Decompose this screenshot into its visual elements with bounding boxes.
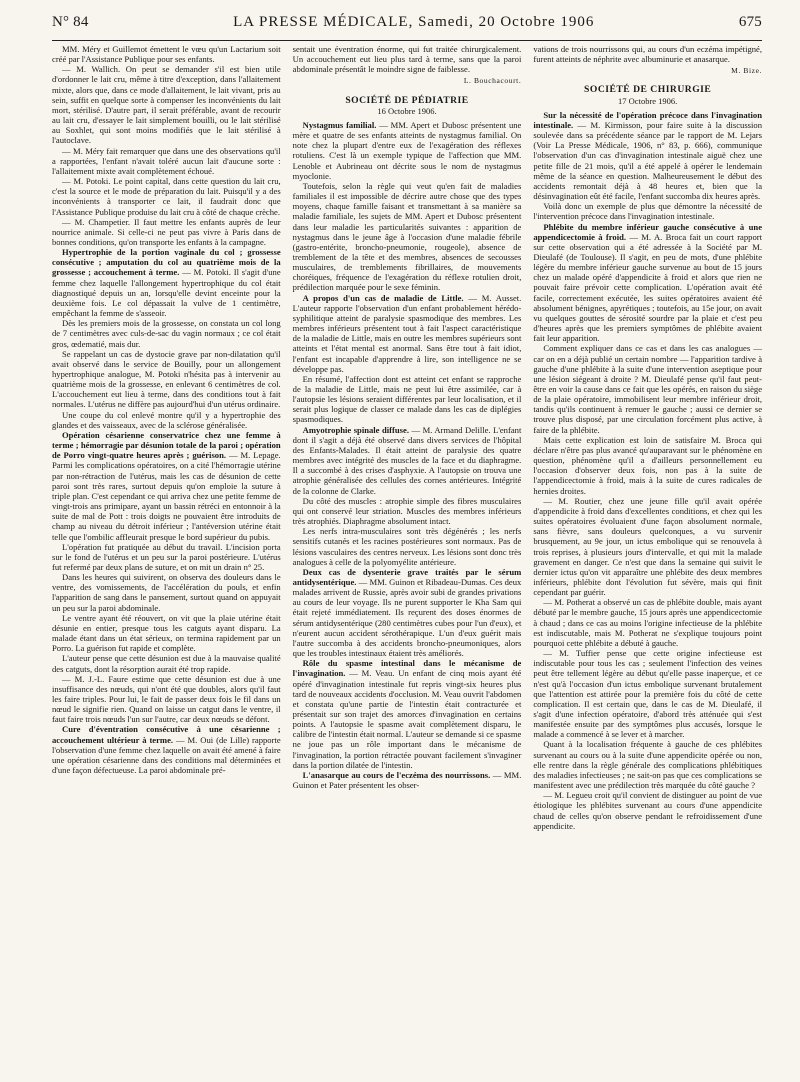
paragraph-text: sentait une éventration énorme, qui fut traitée chirurgicalement. Un accouchement eut lieu plus tard à terme, sans que la paroi abdominale présentât le moindre signe de faiblesse. <box>292 44 522 75</box>
paragraph-text: — M. A. Broca fait un court rapport sur cette observation qui a été adressée à la Société par M. Dieulafé (de Toulouse). Il s'agit, en peu de mots, d'une phlébite légère du membre inférieur gauche survenue au bout de 15 jours chez un malade opéré d'appendicite à froid et alors que rien ne pouvait faire prévoir cette complication. L'opération avait été facile, correctement exécutée, les suites opératoires avaient été absolument bénignes, apyrétiques ; toutefois, au 15e jour, on avait vu quelques gouttes de sérosité sourdre par la plaie et c'est peu d'heures après que les premiers symptômes de phlébite avaient fait leur apparition. <box>533 231 763 344</box>
paragraph <box>52 64 281 145</box>
paragraph-text: — M. Ausset. L'auteur rapporte l'observation d'un enfant probablement hérédo-syphilitique atteint de paralysie spasmodique des membres. Les membres inférieurs présentent tout à fait l'aspect caractéristique de la maladie de Little, mais en outre les membres supérieurs sont atteints et l'état mental est anormal. Sans être tout à fait idiot, l'enfant est incapable d'apprendre à lire, son intelligence ne se développe pas. <box>292 292 522 374</box>
paragraph-text: — M. Routier, chez une jeune fille qu'il avait opérée d'appendicite à froid dans d'excellentes conditions, et chez qui les suites opératoires évoluaient d'une façon absolument normale, sans fièvre, sans douleurs quelconques, a vu survenir brusquement, au 9e jour, un ictus embolique qui se renouvela à trois reprises, à plusieurs jours d'intervalle, et qui mit la malade gravement en danger. Ce n'est que dans la semaine qui suivit le dernier ictus qu'on vit apparaître une phlébite des deux membres inférieurs, phlébite dont l'évolution fut sévère, mais qui finit cependant par guérir. <box>533 495 763 598</box>
paragraph <box>293 425 522 496</box>
running-header <box>52 14 762 36</box>
paragraph <box>293 567 522 658</box>
paragraph-text: Dès les premiers mois de la grossesse, on constata un col long de 7 centimètres avec culs-de-sac du vagin normaux ; ce col était gros, œdematié, mais dur. <box>52 318 281 349</box>
paragraph <box>52 176 281 217</box>
paragraph-text: — M. J.-L. Faure estime que cette désunion est due à une insuffisance des nœuds, qui n'ont été que doubles, alors qu'il faut les faire triples. Pour lui, le fait de passer deux fois le fil dans un nœud le signifie rien. Quand on laisse un catgut dans le ventre, il faut faire trois nœuds l'un sur l'autre, car deux nœuds se défont. <box>52 673 281 725</box>
text-columns <box>52 44 762 831</box>
paragraph <box>52 318 281 348</box>
paragraph-text: — M. Champetier. Il faut mettre les enfants auprès de leur nourrice animale. Si celle-ci ne peut pas vivre à Paris dans de bonnes conditions, qu'on transporte les enfants à la campagne. <box>52 216 281 247</box>
column-2 <box>293 44 522 831</box>
author-signature: M. Bize. <box>731 66 763 76</box>
paragraph-text: L'auteur pense que cette désunion est due à la mauvaise qualité des catguts, dont la résorption aurait été trop rapide. <box>52 653 281 674</box>
paragraph <box>533 110 762 201</box>
paragraph-heading: A propos d'un cas de maladie de Little. <box>302 292 464 303</box>
paragraph <box>52 217 281 247</box>
paragraph <box>52 146 281 176</box>
paragraph-text: — MM. Guinon et Pater présentent les obser- <box>292 769 522 791</box>
paragraph-heading: Amyotrophie spinale diffuse. <box>302 424 409 435</box>
paragraph <box>52 653 281 673</box>
paragraph-heading: Phlébite du membre inférieur gauche consécutive à une appendicectomie à froid. <box>533 221 763 242</box>
paragraph-heading: Hypertrophie de la portion vaginale du col ; grossesse consécutive ; amputation du col au quatrième mois de la grossesse ; accouchement à terme. <box>52 247 281 278</box>
paragraph <box>293 181 522 293</box>
paragraph <box>533 496 762 598</box>
paragraph <box>52 674 281 725</box>
paragraph-text: — M. Potherat a observé un cas de phlébite double, mais ayant débuté par le membre gauche, 15 jours après une appendicectomie à chaud ; dans ce cas au moins l'origine infectieuse de la phlébite est indiscutable, mais M. Potherat ne s'explique toujours point pourquoi cette phlébite a débuté à gauche. <box>533 597 763 648</box>
paragraph-text: Les nerfs intra-musculaires sont très dégénérés ; les nerfs sensitifs cutanés et les racines postérieures sont normaux. Pas de lésions vasculaires des centres nerveux. Les lésions sont donc très analogues à celle de la polyomyélite antérieure. <box>292 526 522 567</box>
paragraph-text: — M. Legueu croit qu'il convient de distinguer au point de vue étiologique les phlébites survenant au cours d'une appendicite chaud de celles qu'on observe pendant le refroidissement d'une appendicite. <box>533 790 763 831</box>
paragraph-text: — M. Potoki. Le point capital, dans cette question du lait cru, c'est la source et le mode de préparation du lait. Puisqu'il y a des inconvénients à transporter ce lait, il faudrait donc que l'Assistance Publique produise du lait cru à côté de chaque crèche. <box>52 176 281 217</box>
paragraph <box>533 790 762 831</box>
paragraph-text: Le ventre ayant été réouvert, on vit que la plaie utérine était désunie en entier, presque tous les catguts ayant disparu. La malade étant dans un état sérieux, on termina rapidement par un Porro. La guérison fut rapide et complète. <box>52 612 281 654</box>
paragraph <box>52 430 281 542</box>
paragraph <box>533 648 762 739</box>
paragraph-text: — M. Wallich. On peut se demander s'il est bien utile d'ordonner le lait cru, même à titre d'exception, dans l'allaitement mixte, alors que, dans ce mode d'allaitement, le lait vivant, pris au sein, suffit en quelque sorte à compenser les inconvénients du lait mort, stérilisé. D'autre part, il serait préférable, avant de recourir au lait cru, d'essayer le lait simplement bouilli, ou le lait stérilisé au Soxhlet, qui sont moins modifiés que le lait stérilisé à l'autoclave. <box>52 64 281 146</box>
paragraph-text: Une coupe du col enlevé montre qu'il y a hypertrophie des glandes et des vaisseaux, avec de la sclérose généralisée. <box>52 409 281 430</box>
paragraph-text: — M. Tuffier pense que cette origine infectieuse est indiscutable pour tous les cas ; seulement l'infection des veines peut être tellement légère au début qu'elle passe inaperçue, et ce n'est qu'à l'occasion d'un ictus embolique survenant brutalement que l'attention est attirée pour la première fois du côté de cette complication. Il est certain que, dans le cas de M. Dieulafé, il s'agit d'une infection opératoire, d'abord très atténuée qui s'est manifestée ensuite par des symptômes plus accusés, lorsque le malade a commencé à se lever et à marcher. <box>533 648 763 740</box>
journal-title: LA PRESSE MÉDICALE, Samedi, 20 Octobre 1906 <box>233 14 595 30</box>
paragraph-text: Dans les heures qui suivirent, on observa des douleurs dans le ventre, des vomissements, de l'accélération du pouls, et enfin l'apparition de sang dans le pansement, surtout quand on appuyait un peu sur la paroi abdominale. <box>52 572 281 613</box>
paragraph <box>293 44 522 74</box>
paragraph <box>52 349 281 410</box>
paragraph-text: — M. Veau. Un enfant de cinq mois ayant été opéré d'invagination intestinale fut repris vingt-six heures plus tard de nouveaux accidents d'occlusion. M. Veau ouvrit l'abdomen et constata qu'une partie de l'intestin était contracturée et présentait sur son trajet des amorces d'invagination en certains points. A l'autopsie le spasme avait complètement disparu, le calibre de l'intestin était normal. L'auteur se demande si ce spasme ne joue pas un rôle important dans le mécanisme de l'invagination, la portion rétractée pouvant facilement s'invaginer dans la portion dilatée de l'intestin. <box>292 668 522 770</box>
paragraph-heading: Cure d'éventration consécutive à une césarienne ; accouchement ultérieur à terme. <box>52 724 281 745</box>
paragraph <box>293 526 522 567</box>
header-rule <box>52 40 762 41</box>
paragraph-text: — M. Potoki. Il s'agit d'une femme chez laquelle l'allongement hypertrophique du col était diagnostiqué depuis un an, lorsqu'elle devint enceinte pour la deuxième fois. Le col dépassait la vulve de 1 centimètre, empêchant la femme de s'asseoir. <box>52 267 281 319</box>
paragraph <box>533 201 762 221</box>
paragraph <box>533 222 762 344</box>
paragraph <box>533 435 762 496</box>
paragraph <box>52 44 281 64</box>
paragraph-text: — M. Lepage. Parmi les complications opératoires, on a cité l'hémorragie utérine par non-rétraction de l'utérus, mais les cas de désunion de cette paroi sont très rares, surtout depuis qu'on emploie la suture à triple plan. C'est cependant ce qui arriva chez une petite femme de vingt-trois ans primipare, ayant un bassin rétréci en entonnoir à la suite de mal de Pott : trois doigts ne pouvaient être introduits de champ au niveau du détroit inférieur ; l'antéversion utérine était telle que l'ombilic affleurait presque le bord supérieur du pubis. <box>52 450 281 542</box>
paragraph-text: Voilà donc un exemple de plus que démontre la nécessité de l'intervention précoce dans l'invagination intestinale. <box>533 201 763 222</box>
paragraph-heading: Sur la nécessité de l'opération précoce dans l'invagination intestinale. <box>533 109 763 130</box>
paragraph-text: Mais cette explication est loin de satisfaire M. Broca qui déclare n'être pas plus avancé qu'auparavant sur le phénomène en question, phénomène qu'il a d'ailleurs personnellement eu l'occasion d'observer deux fois, non pas à la suite de l'appendicectomie à froid, mais à la suite de cures radicales de hernies droites. <box>533 434 763 496</box>
paragraph-text: Se rappelant un cas de dystocie grave par non-dilatation qu'il avait observé dans le service de Bouilly, pour un allongement hypertrophique analogue, M. Potoki n'hésita pas à intervenir au quatrième mois de la grossesse, en enlevant 6 centimètres de col. L'accouchement eut lieu à terme, dans des conditions tout à fait normales. L'utérus ne diffère pas aujourd'hui d'un utérus ordinaire. <box>52 348 281 410</box>
paragraph-heading: L'anasarque au cours de l'eczéma des nourrissons. <box>302 769 491 780</box>
paragraph-text: Toutefois, selon la règle qui veut qu'en fait de maladies familiales il est impossible de décrire autre chose que des types moyens, chaque famille faisant et transmettant à sa manière sa maladie familiale, les sujets de MM. Apert et Dubosc présentent dans leur maladie les particularités suivantes : apparition de nystagmus dans le jeune âge à l'occasion d'une maladie fébrile (gastro-entérite, broncho-pneumonie, rougeole), absence de tremblement de la tête et des membres, absences de secousses musculaires, de tremblements fibrillaires, de mouvements choréiques, fréquence de l'exagération du réflexe rotulien droit, prédilection marquée pour le sexe féminin. <box>292 180 522 293</box>
paragraph <box>52 247 281 318</box>
paragraph <box>52 542 281 572</box>
paragraph-heading: Opération césarienne conservatrice chez une femme à terme ; hémorragie par désunion totale de la paroi ; opération de Porro vingt-quatre heures après ; guérison. <box>52 429 281 461</box>
paragraph <box>293 658 522 770</box>
paragraph-text: — M. Oui (de Lille) rapporte l'observation d'une femme chez laquelle on avait été amené à faire une opération césarienne dans des conditions mal déterminées et d'une façon défectueuse. La paroi abdominale pré- <box>52 734 281 776</box>
paragraph-text: vations de trois nourrissons qui, au cours d'un eczéma impétigné, furent atteints de néphrite avec albuminurie et anasarque. <box>533 44 763 65</box>
section-date: 17 Octobre 1906. <box>618 95 678 106</box>
paragraph <box>293 496 522 526</box>
author-signature: L. Bouchacourt. <box>463 76 522 86</box>
paragraph <box>533 343 762 434</box>
section-heading: SOCIÉTÉ DE CHIRURGIE <box>584 84 712 96</box>
paragraph <box>533 739 762 790</box>
paragraph-text: — MM. Apert et Dubosc présentent une mère et quatre de ses enfants atteints de nystagmus familial. On note chez la plupart d'entre eux de l'exagération des réflexes rotuliens. C'est là un exemple typique de l'affection que MM. Lenoble et Aubrineau ont décrite sous le nom de nystagmus myoclonie. <box>292 119 522 181</box>
issue-number: N° 84 <box>52 14 89 30</box>
paragraph-text: Du côté des muscles : atrophie simple des fibres musculaires qui ont conservé leur striation. Muscles des membres inférieurs très atrophiés. Diaphragme absolument intact. <box>292 495 522 527</box>
page-number: 675 <box>738 14 762 30</box>
paragraph <box>52 410 281 430</box>
paragraph <box>293 120 522 181</box>
column-3 <box>533 44 762 831</box>
paragraph <box>533 44 762 64</box>
section-date: 16 Octobre 1906. <box>377 105 437 116</box>
paragraph-text: En résumé, l'affection dont est atteint cet enfant se rapproche de la maladie de Little, mais ne peut lui être assimilée, car à l'autopsie les lésions seraient différentes par leur localisation, et il serait plus logique de classer ce malade dans les cas de diplégies spasmodiques. <box>292 373 522 425</box>
paragraph-heading: Deux cas de dysenterie grave traités par le sérum antidysentérique. <box>292 566 522 587</box>
paragraph-text: Comment expliquer dans ce cas et dans les cas analogues — car on en a déjà publié un certain nombre — l'apparition tardive à gauche d'une phlébite à la suite d'une intervention aseptique pour une lésion siégeant à droite ? M. Dieulafé pense qu'il faut peut-être en voir la cause dans ce fait que les opérés, en raison du siège de la plaie opératoire, immobilisent leur membre inférieur droit, tandis qu'ils continuent à remuer le gauche ; aussi ce dernier se trouve plus disposé, par une circulation forcément plus active, à faire de la phlébite. <box>533 343 763 435</box>
paragraph <box>52 572 281 613</box>
column-1 <box>52 44 281 831</box>
paragraph-text: Quant à la localisation fréquente à gauche de ces phlébites survenant au cours ou à la suite d'une appendicite opérée ou non, elle rentre dans la règle générale des complications phlébitiques des maladies infectieuses ; ne sait-on pas que ces complications se manifestent avec une prédilection très marquée du côté gauche ? <box>533 739 763 791</box>
paragraph-text: — MM. Guinon et Ribadeau-Dumas. Ces deux malades arrivent de Russie, après avoir subi de grandes privations au cours de leur voyage. Ils ne purent supporter le Kha Sam qui était rejeté immédiatement. Ils reçurent des doses énormes de sérum antidysentérique (280 centimètres cubes pour l'un d'eux), et n'eurent aucun accident sérothérapique. L'un d'eux guérit mais l'autre succomba à des accidents broncho-pneumoniques, alors que les troubles intestinaux étaient très améliorés. <box>292 576 522 659</box>
paragraph-text: L'opération fut pratiquée au début du travail. L'incision porta sur le fond de l'utérus et un peu sur la paroi postérieure. L'utérus fut refermé par deux plans de suture, et on mit un drain n° 25. <box>52 541 281 572</box>
paragraph-text: — M. Méry fait remarquer que dans une des observations qu'il a rapportées, l'enfant n'avait toléré aucun lait d'aucune sorte : l'allaitement mixte avait complètement échoué. <box>52 145 281 176</box>
paragraph <box>293 374 522 425</box>
paragraph <box>293 770 522 790</box>
paragraph <box>52 613 281 654</box>
paragraph <box>293 293 522 374</box>
paragraph-heading: Nystagmus familial. <box>302 119 377 130</box>
paragraph <box>533 597 762 648</box>
paragraph-text: MM. Méry et Guillemot émettent le vœu qu'un Lactarium soit créé par l'Assistance Publique pour ses enfants. <box>52 44 281 65</box>
paragraph-text: — M. Armand Delille. L'enfant dont il s'agit a déjà été observé dans divers services de l'hôpital des Enfants-Malades. Il était atteint de paralysie des quatre membres avec intégrité des muscles de la face et du diaphragme. Il a succombé à des crises d'asphyxie. A l'autopsie on trouva une atrophie généralisée des cellules des cornes antérieures. Intégrité de la colonne de Clarke. <box>292 424 522 496</box>
section-heading: SOCIÉTÉ DE PÉDIATRIE <box>345 94 469 106</box>
paragraph <box>52 724 281 775</box>
paragraph-heading: Rôle du spasme intestinal dans le mécanisme de l'invagination. <box>292 658 522 679</box>
paragraph-text: — M. Kirmisson, pour faire suite à la discussion soulevée dans sa précédente séance par le rapport de M. Lejars (Voir La Presse Médicale, 1906, n° 83, p. 666), communique l'observation d'un cas d'invagination intestinale aiguë chez une petite fille de 21 mois, qu'il a été appelé à opérer le lendemain même de la séance en question. Malheureusement le début des accidents remontait déjà à 48 heures et, bien que la désinvagination eût été facile, l'enfant succomba dix heures après. <box>533 119 763 202</box>
